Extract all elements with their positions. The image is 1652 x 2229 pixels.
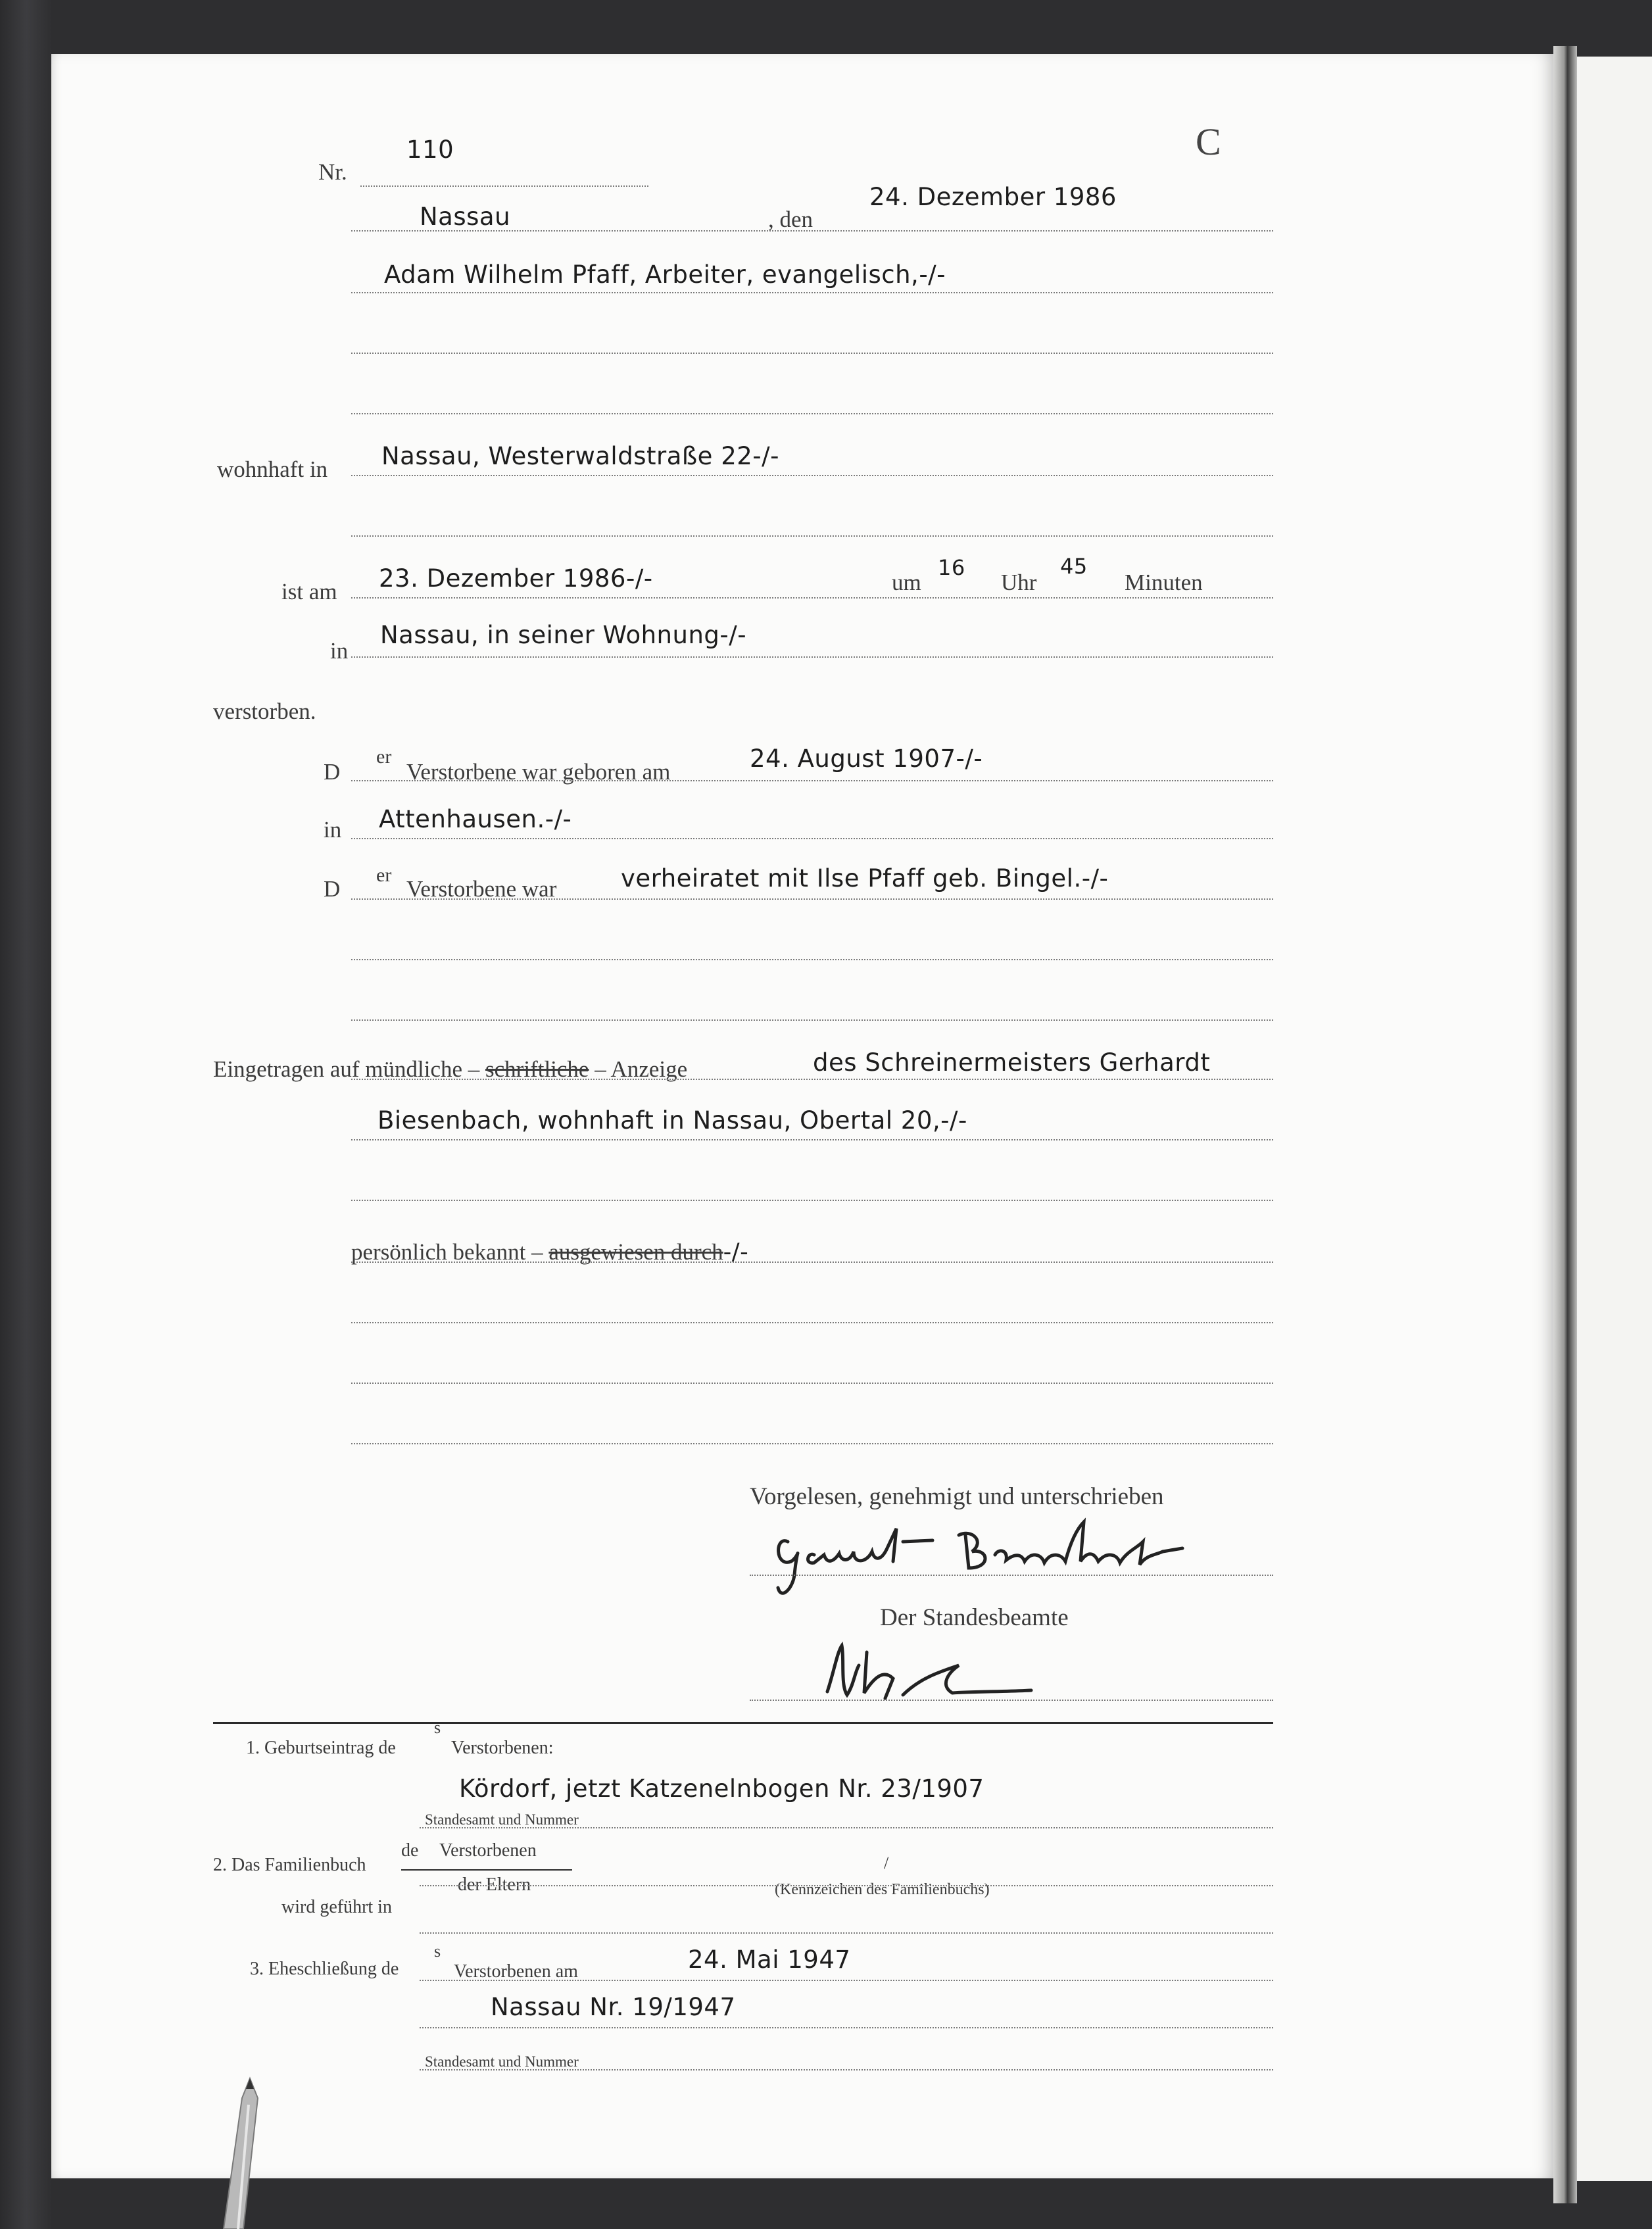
residence-underline — [351, 475, 1273, 476]
family-eltern: der Eltern — [458, 1874, 531, 1895]
birth-place-value: Attenhausen.-/- — [379, 805, 572, 833]
deceased-name-line: Adam Wilhelm Pfaff, Arbeiter, evangelisch,-/- — [384, 260, 946, 289]
marriage-entry-s: s — [434, 1942, 441, 1961]
blank-line-6 — [351, 1200, 1273, 1201]
book-gutter — [1553, 46, 1577, 2203]
place-value: Nassau — [420, 203, 511, 231]
report-label-part1: Eingetragen auf mündliche – — [213, 1056, 480, 1082]
family-fraction-bar — [401, 1869, 572, 1871]
death-in-label: in — [330, 638, 349, 664]
marriage-d-label: D — [324, 876, 341, 902]
final-underline — [420, 2069, 1273, 2070]
blank-line-8 — [351, 1383, 1273, 1384]
birth-entry-label: 1. Geburtseintrag de — [246, 1738, 396, 1758]
date-value: 24. Dezember 1986 — [869, 183, 1117, 211]
blank-line-3 — [351, 535, 1273, 537]
registrar-label: Der Standesbeamte — [880, 1604, 1069, 1631]
den-label: , den — [768, 207, 814, 232]
family-verstorbenen: Verstorbenen — [439, 1840, 537, 1861]
blank-line-9 — [351, 1443, 1273, 1444]
birth-er-suffix: er — [376, 746, 392, 768]
adjacent-page-edge — [1577, 57, 1652, 2181]
marriage-entry-date: 24. Mai 1947 — [688, 1946, 851, 1974]
name-underline — [351, 292, 1273, 293]
blank-line-1 — [351, 353, 1273, 354]
known-label-struck: ausgewiesen durch — [548, 1239, 723, 1265]
marriage-underline — [351, 898, 1273, 900]
family-book-label: 2. Das Familienbuch — [213, 1855, 366, 1875]
family-wird-underline — [420, 1932, 1273, 1934]
birth-date-value: 24. August 1907-/- — [750, 745, 983, 773]
birth-entry-label2: Verstorbenen: — [451, 1738, 554, 1758]
minuten-label: Minuten — [1125, 570, 1203, 595]
known-label-text: persönlich bekannt – — [351, 1239, 543, 1265]
birth-label: Verstorbene war geboren am — [406, 759, 671, 785]
informant-signature — [762, 1515, 1288, 1614]
death-date-label: ist am — [281, 579, 337, 604]
report-value-line2: Biesenbach, wohnhaft in Nassau, Obertal 20,-/- — [377, 1106, 967, 1135]
nr-underline — [360, 185, 648, 187]
family-kennzeichen: (Kennzeichen des Familienbuchs) — [775, 1881, 990, 1898]
birth-date-underline — [351, 780, 1273, 781]
death-date-underline — [351, 597, 1273, 599]
uhr-label: Uhr — [1001, 570, 1037, 595]
date-underline — [351, 230, 1273, 232]
report-value-line1: des Schreinermeisters Gerhardt — [813, 1048, 1211, 1077]
marriage-label: Verstorbene war — [406, 876, 557, 902]
residence-value: Nassau, Westerwaldstraße 22-/- — [381, 442, 779, 470]
death-hour: 16 — [938, 555, 965, 580]
family-book-underline — [420, 1885, 1273, 1886]
marriage-place-underline — [420, 2027, 1273, 2028]
blank-line-2 — [351, 413, 1273, 414]
footer-divider — [213, 1722, 1273, 1724]
death-date-value: 23. Dezember 1986-/- — [379, 564, 653, 593]
marriage-entry-underline — [420, 1980, 1273, 1981]
um-label: um — [892, 570, 921, 595]
nr-label: Nr. — [318, 159, 347, 185]
standesamt-nummer-label-1: Standesamt und Nummer — [425, 1811, 579, 1828]
blank-line-5 — [351, 1019, 1273, 1021]
report-label-struck: schriftliche — [485, 1056, 589, 1082]
marriage-entry-label: 3. Eheschließung de — [250, 1959, 399, 1979]
marriage-entry-label2: Verstorbenen am — [454, 1961, 578, 1982]
marriage-value: verheiratet mit Ilse Pfaff geb. Bingel.-/- — [621, 864, 1109, 893]
informant-signature-line — [750, 1575, 1273, 1576]
family-wird-label: wird geführt in — [281, 1897, 392, 1917]
known-value: -/- — [723, 1239, 749, 1265]
residence-label: wohnhaft in — [217, 456, 328, 482]
blank-line-4 — [351, 959, 1273, 960]
birth-in-label: in — [324, 817, 342, 843]
blank-line-7 — [351, 1322, 1273, 1323]
report-underline-1 — [351, 1079, 1273, 1080]
marriage-entry-place: Nassau Nr. 19/1947 — [491, 1993, 736, 2021]
death-place-underline — [351, 656, 1273, 658]
family-de: de — [401, 1840, 419, 1861]
standesamt-nummer-label-2: Standesamt und Nummer — [425, 2053, 579, 2070]
register-page — [51, 54, 1553, 2178]
verstorben-label: verstorben. — [213, 698, 316, 724]
nr-value: 110 — [406, 135, 454, 164]
death-minute: 45 — [1060, 554, 1088, 579]
report-underline-2 — [351, 1139, 1273, 1140]
birth-d-label: D — [324, 759, 341, 785]
known-underline — [351, 1261, 1273, 1263]
registrar-signature-line — [750, 1700, 1273, 1701]
pen-tip — [197, 2072, 303, 2229]
birth-place-underline — [351, 838, 1273, 839]
birth-entry-s: s — [434, 1718, 441, 1737]
read-approved-label: Vorgelesen, genehmigt und unterschrieben — [750, 1483, 1164, 1510]
death-place-value: Nassau, in seiner Wohnung-/- — [380, 621, 747, 649]
report-label-part2: – Anzeige — [595, 1056, 688, 1082]
family-slash: / — [884, 1853, 889, 1873]
page-letter: C — [1196, 120, 1221, 163]
marriage-er-suffix: er — [376, 864, 392, 886]
birth-entry-value: Kördorf, jetzt Katzenelnbogen Nr. 23/1907 — [459, 1775, 984, 1803]
